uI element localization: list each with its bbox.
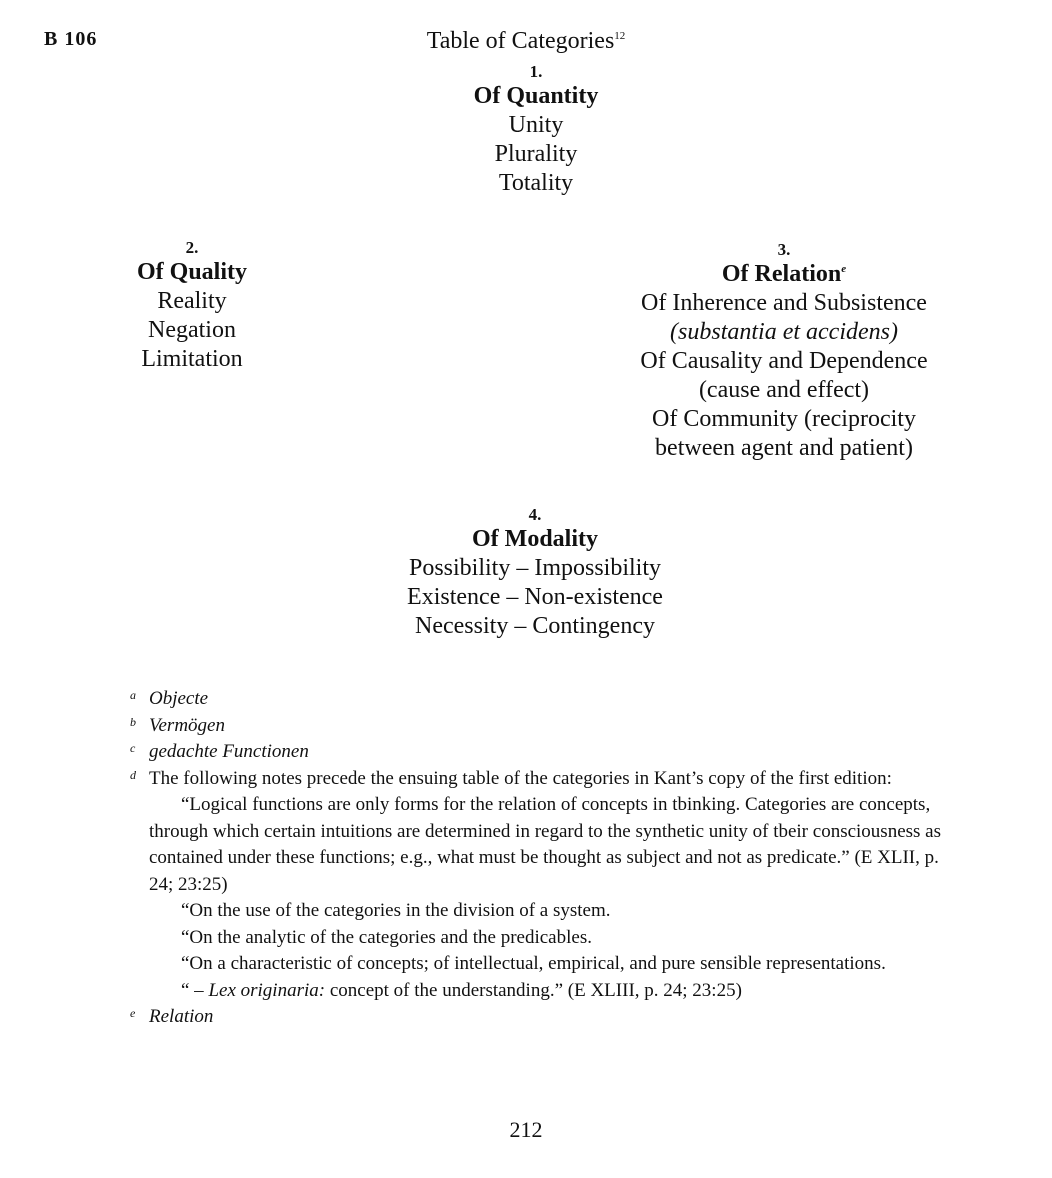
relation-line: (substantia et accidens) <box>670 319 898 345</box>
footnote-e <box>130 1004 950 1031</box>
relation-line: Of Community (reciprocity <box>652 406 916 432</box>
relation-block <box>601 240 967 463</box>
modality-item: Possibility – Impossibility <box>408 555 662 581</box>
title-footnote-marker: 12 <box>614 30 626 42</box>
relation-line: (cause and effect) <box>698 377 870 403</box>
footnote-paragraph: “Logical functions are only forms for the relation of concepts in tbinking. Categories are concepts, through which certain intuitions are determined in regard to the synthetic unity of tbeir consciousness as contained under these functions; e.g., what must be thought as subject and not as predicate.” (E XLII, p. 24; 23:25) <box>149 794 941 895</box>
footnote-marker: e <box>130 1006 136 1020</box>
quantity-item: Plurality <box>494 141 578 167</box>
quality-number: 2. <box>185 238 199 257</box>
relation-heading-text: Of Relation <box>721 261 842 287</box>
footnote-text: Vermögen <box>149 714 225 736</box>
quantity-block <box>386 62 686 198</box>
quantity-heading: Of Quantity <box>473 83 599 109</box>
modality-heading: Of Modality <box>472 526 598 552</box>
modality-item: Existence – Non-existence <box>407 584 663 610</box>
footnote-intro: The following notes precede the ensuing table of the categories in Kant’s copy of the first edition: <box>149 767 892 789</box>
quality-item: Reality <box>157 288 227 314</box>
footnote-marker: d <box>130 767 136 782</box>
footnote-text: gedachte Functionen <box>149 741 309 762</box>
footnote-paragraph: “On the analytic of the categories and the predicables. <box>181 926 592 948</box>
relation-line: Of Inherence and Subsistence <box>641 290 927 316</box>
footnotes <box>130 686 950 1031</box>
margin-reference: B 106 <box>44 28 98 50</box>
quantity-item: Totality <box>498 170 574 196</box>
table-title-text: Table of Categories <box>426 28 615 54</box>
page-number: 212 <box>509 1117 543 1142</box>
relation-heading <box>601 260 967 289</box>
relation-line: between agent and patient) <box>655 435 913 461</box>
relation-note-marker: e <box>841 263 847 275</box>
modality-number: 4. <box>528 505 542 524</box>
footnote-marker: c <box>130 741 136 755</box>
latin-phrase: Lex originaria: <box>208 979 326 1001</box>
footnote-text: Objecte <box>149 688 209 709</box>
quality-heading: Of Quality <box>136 259 247 285</box>
footnote-marker: b <box>130 714 136 729</box>
quality-item: Limitation <box>141 346 243 372</box>
quote-open: “ – <box>181 979 209 1001</box>
footnote-a <box>130 686 950 713</box>
relation-number: 3. <box>777 240 791 259</box>
footnote-text: Relation <box>149 1006 214 1027</box>
footnote-b <box>130 713 950 740</box>
footnote-d <box>130 766 950 1005</box>
footnote-paragraph: “On a characteristic of concepts; of intellectual, empirical, and pure sensible representations. <box>181 953 886 974</box>
quantity-item: Unity <box>508 112 564 138</box>
footnote-paragraph: “On the use of the categories in the division of a system. <box>181 900 611 921</box>
quality-item: Negation <box>148 317 236 343</box>
quality-block <box>92 238 292 374</box>
modality-block <box>370 505 700 641</box>
quote-rest: concept of the understanding.” (E XLIII, p. 24; 23:25) <box>325 979 742 1001</box>
footnote-paragraph <box>149 978 950 1005</box>
table-title <box>0 28 1052 55</box>
relation-line: Of Causality and Dependence <box>640 348 928 374</box>
quantity-number: 1. <box>529 62 543 81</box>
footnote-c <box>130 739 950 766</box>
footnote-marker: a <box>130 688 136 702</box>
modality-item: Necessity – Contingency <box>415 613 655 639</box>
